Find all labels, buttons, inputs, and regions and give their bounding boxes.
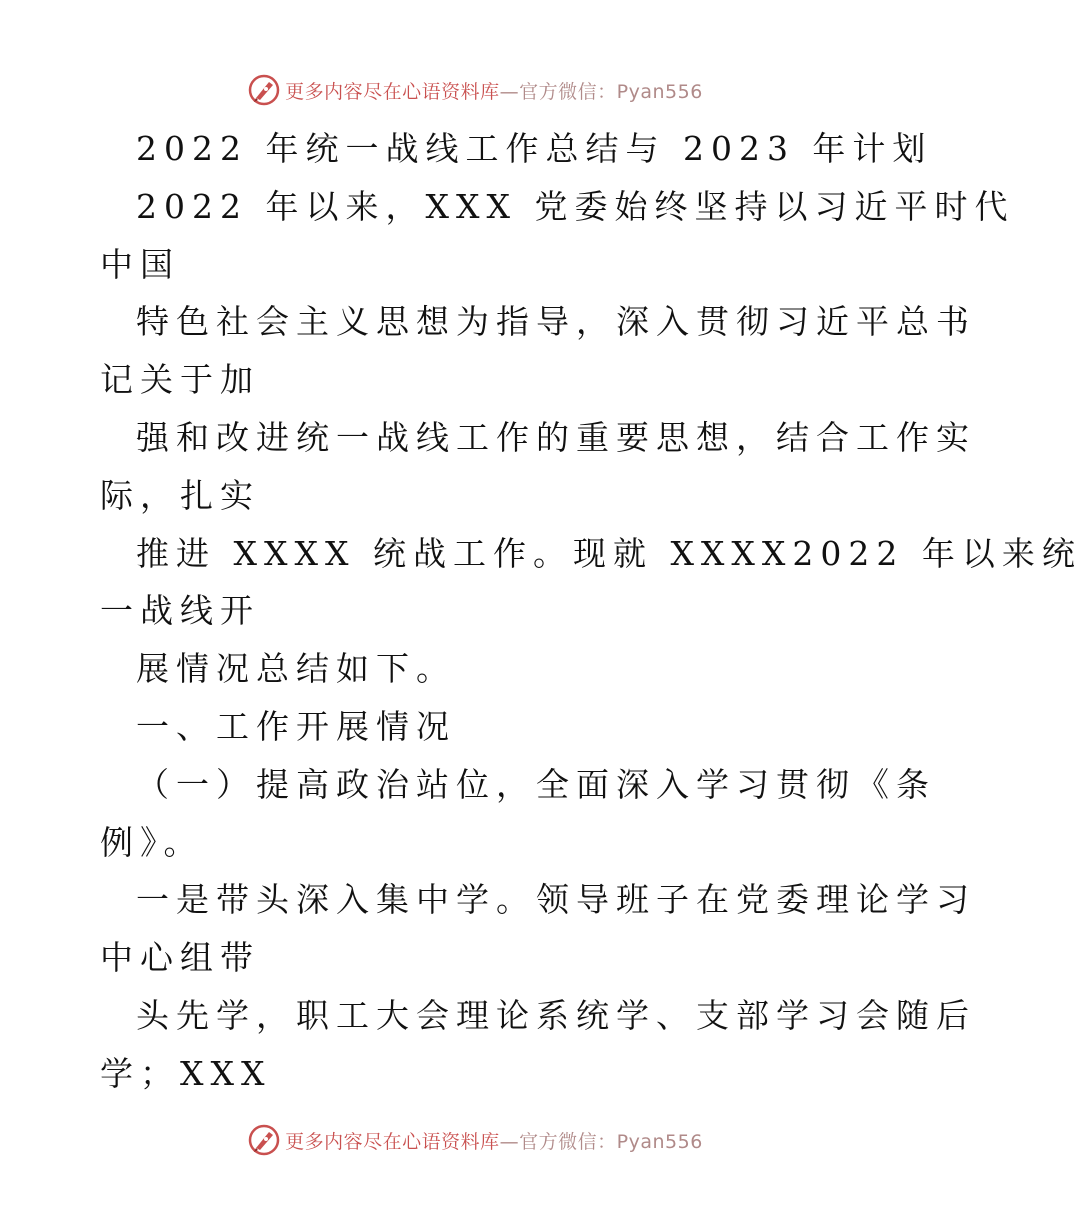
document-line: （一）提高政治站位，全面深入学习贯彻《条	[136, 764, 936, 804]
watermark-wechat-text: —官方微信：Pyan556	[499, 80, 703, 103]
document-line: 一战线开	[100, 591, 260, 631]
pen-logo-icon	[247, 1123, 281, 1157]
document-line: 中国	[100, 244, 180, 284]
document-line: 学；XXX	[100, 1053, 272, 1093]
document-line: 2022 年统一战线工作总结与 2023 年计划	[136, 129, 933, 168]
document-line: 推进 XXXX 统战工作。现就 XXXX2022 年以来统	[136, 533, 1082, 573]
document-line: 头先学，职工大会理论系统学、支部学习会随后	[136, 995, 976, 1035]
document-line: 一、工作开展情况	[136, 706, 456, 746]
header-watermark-banner	[0, 70, 950, 110]
watermark-wechat-text: —官方微信：Pyan556	[499, 1130, 703, 1153]
document-line: 一是带头深入集中学。领导班子在党委理论学习	[136, 880, 976, 920]
footer-watermark-banner	[0, 1120, 950, 1160]
document-line: 特色社会主义思想为指导，深入贯彻习近平总书	[136, 302, 976, 342]
document-line: 2022 年以来，XXX 党委始终坚持以习近平时代	[136, 186, 1015, 226]
pen-logo-icon	[247, 73, 281, 107]
document-line: 展情况总结如下。	[136, 649, 456, 689]
document-line: 记关于加	[100, 360, 260, 400]
watermark-brand-text: 更多内容尽在心语资料库	[285, 1130, 500, 1153]
document-line: 际，扎实	[100, 475, 260, 515]
document-line: 强和改进统一战线工作的重要思想，结合工作实	[136, 417, 976, 457]
document-line: 中心组带	[100, 938, 260, 978]
document-body	[100, 120, 1082, 1103]
document-line: 例》。	[100, 822, 204, 862]
watermark-brand-text: 更多内容尽在心语资料库	[285, 80, 500, 103]
